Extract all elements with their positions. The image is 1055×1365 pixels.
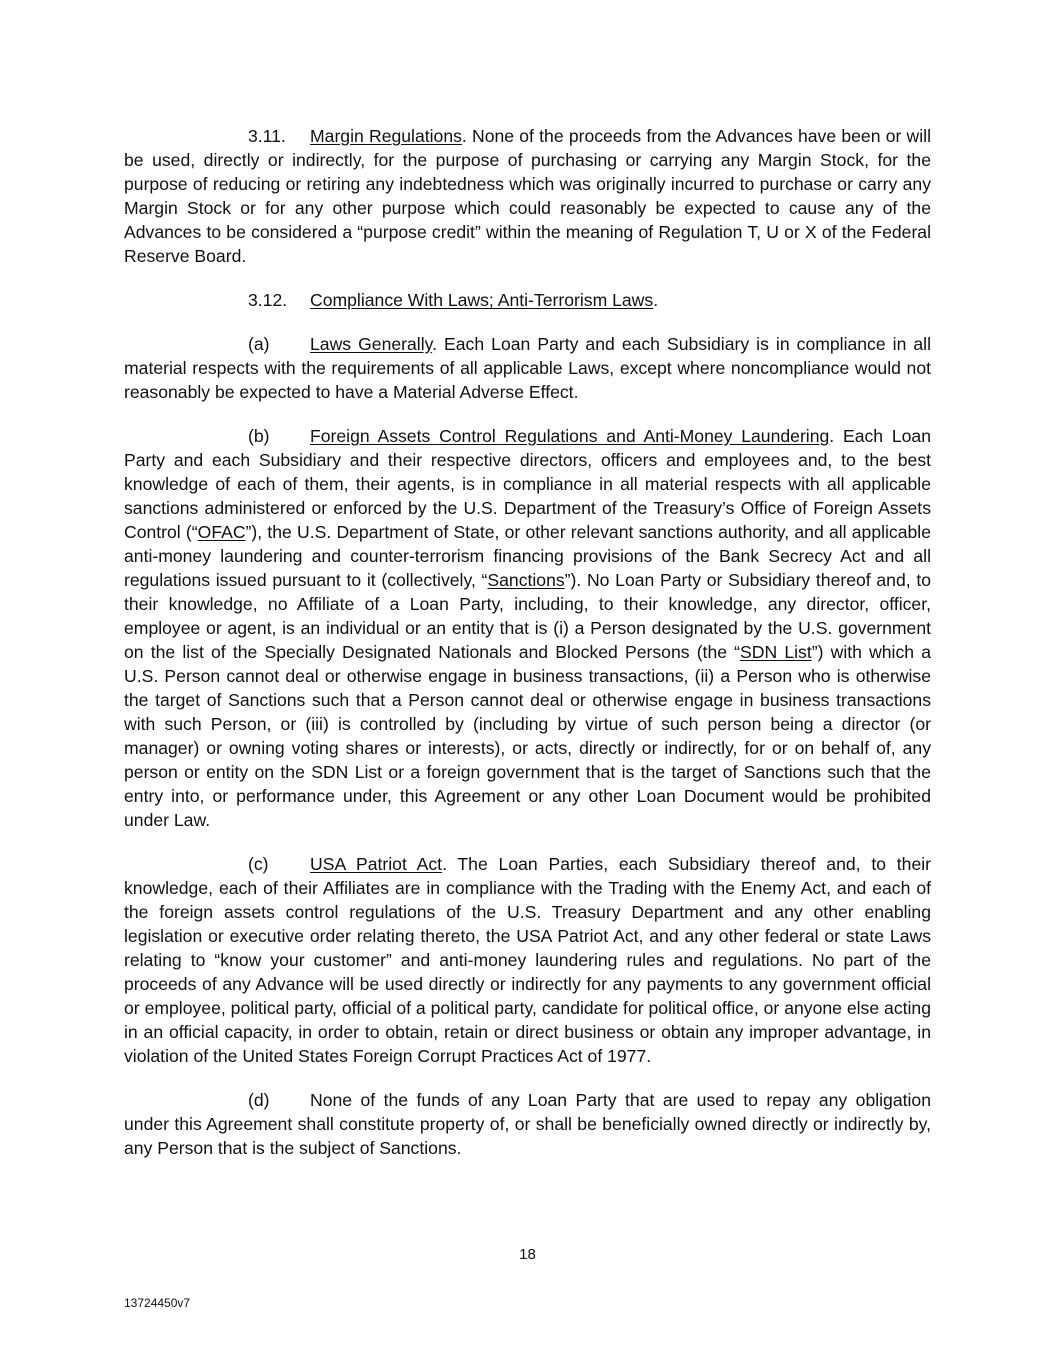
subsection-d — [124, 1088, 931, 1160]
subsection-label: (c) — [248, 854, 269, 874]
subsection-body: . The Loan Parties, each Subsidiary thereof and, to their knowledge, each of their Affiliates are in compliance with the Trading with the Enemy Act, and each of the foreign assets control regulations of the U.S. Treasury Department and any other enabling legislation or executive order relating thereto, the USA Patriot Act, and any other federal or state Laws relating to “know your customer” and anti-money laundering rules and regulations. No part of the proceeds of any Advance will be used directly or indirectly for any payments to any government official or employee, political party, official of a political party, candidate for political office, or anyone else acting in an official capacity, in order to obtain, retain or direct business or obtain any improper advantage, in violation of the United States Foreign Corrupt Practices Act of 1977. — [124, 854, 932, 1066]
section-title: Compliance With Laws; Anti-Terrorism Laws — [310, 290, 654, 310]
defined-term-ofac: OFAC — [197, 522, 246, 542]
subsection-a — [124, 332, 931, 404]
subsection-b — [124, 424, 931, 832]
document-page — [124, 124, 931, 1160]
section-title: Margin Regulations — [310, 126, 462, 146]
defined-term-sdn-list: SDN List — [740, 642, 812, 662]
defined-term-sanctions: Sanctions — [487, 570, 565, 590]
subsection-body: ”). No Loan Party or Subsidiary thereof and, to their knowledge, no Affiliate of a Loan Party, including, to their knowledge, any director, officer, employee or agent, is an individual or an entity that is (i) a Person designated by the U.S. government on the list of the Specially Designated Nationals and Blocked Persons (the “ — [124, 570, 931, 662]
subsection-body: ”) with which a U.S. Person cannot deal or otherwise engage in business transactions, (ii) a Person who is otherwise the target of Sanctions such that a Person cannot deal or otherwise engage in business transactions with such Person, or (iii) is controlled by (including by virtue of such person being a director (or manager) or owning voting shares or interests), or acts, directly or indirectly, for or on behalf of, any person or entity on the SDN List or a foreign government that is the target of Sanctions such that the entry into, or performance under, this Agreement or any other Loan Document would be prohibited under Law. — [124, 642, 931, 830]
subsection-label: (a) — [248, 334, 270, 354]
subsection-title: USA Patriot Act — [310, 854, 443, 874]
subsection-label: (b) — [248, 426, 270, 446]
section-number: 3.12. — [248, 290, 288, 310]
document-id: 13724450v7 — [124, 1296, 191, 1310]
subsection-title: Laws Generally — [310, 334, 433, 354]
subsection-c — [124, 852, 931, 1068]
subsection-label: (d) — [248, 1090, 270, 1110]
subsection-body: . Each Loan Party and each Subsidiary is in compliance in all material respects with the requirements of all applicable Laws, except where noncompliance would not reasonably be expected to have a Material Adverse Effect. — [124, 334, 931, 402]
subsection-body: None of the funds of any Loan Party that are used to repay any obligation under this Agreement shall constitute property of, or shall be beneficially owned directly or indirectly by, any Person that is the subject of Sanctions. — [124, 1090, 931, 1158]
page-number: 18 — [519, 1246, 536, 1263]
subsection-body: . Each Loan Party and each Subsidiary and their respective directors, officers and employees and, to the best knowledge of each of them, their agents, is in compliance in all material respects with all applicable sanctions administered or enforced by the U.S. Department of the Treasury’s Office of Foreign Assets Control (“ — [124, 426, 931, 542]
section-body: . None of the proceeds from the Advances have been or will be used, directly or indirectly, for the purpose of purchasing or carrying any Margin Stock, for the purpose of reducing or retiring any indebtedness which was originally incurred to purchase or carry any Margin Stock or for any other purpose which could reasonably be expected to cause any of the Advances to be considered a “purpose credit” within the meaning of Regulation T, U or X of the Federal Reserve Board. — [124, 126, 931, 266]
subsection-body: ”), the U.S. Department of State, or other relevant sanctions authority, and all applicable anti-money laundering and counter-terrorism financing provisions of the Bank Secrecy Act and all regulations issued pursuant to it (collectively, “ — [124, 522, 931, 590]
subsection-title: Foreign Assets Control Regulations and Anti-Money Laundering — [310, 426, 830, 446]
section-number: 3.11. — [248, 126, 286, 146]
section-3-12 — [124, 288, 931, 312]
section-suffix: . — [653, 290, 659, 310]
section-3-11 — [124, 124, 931, 268]
